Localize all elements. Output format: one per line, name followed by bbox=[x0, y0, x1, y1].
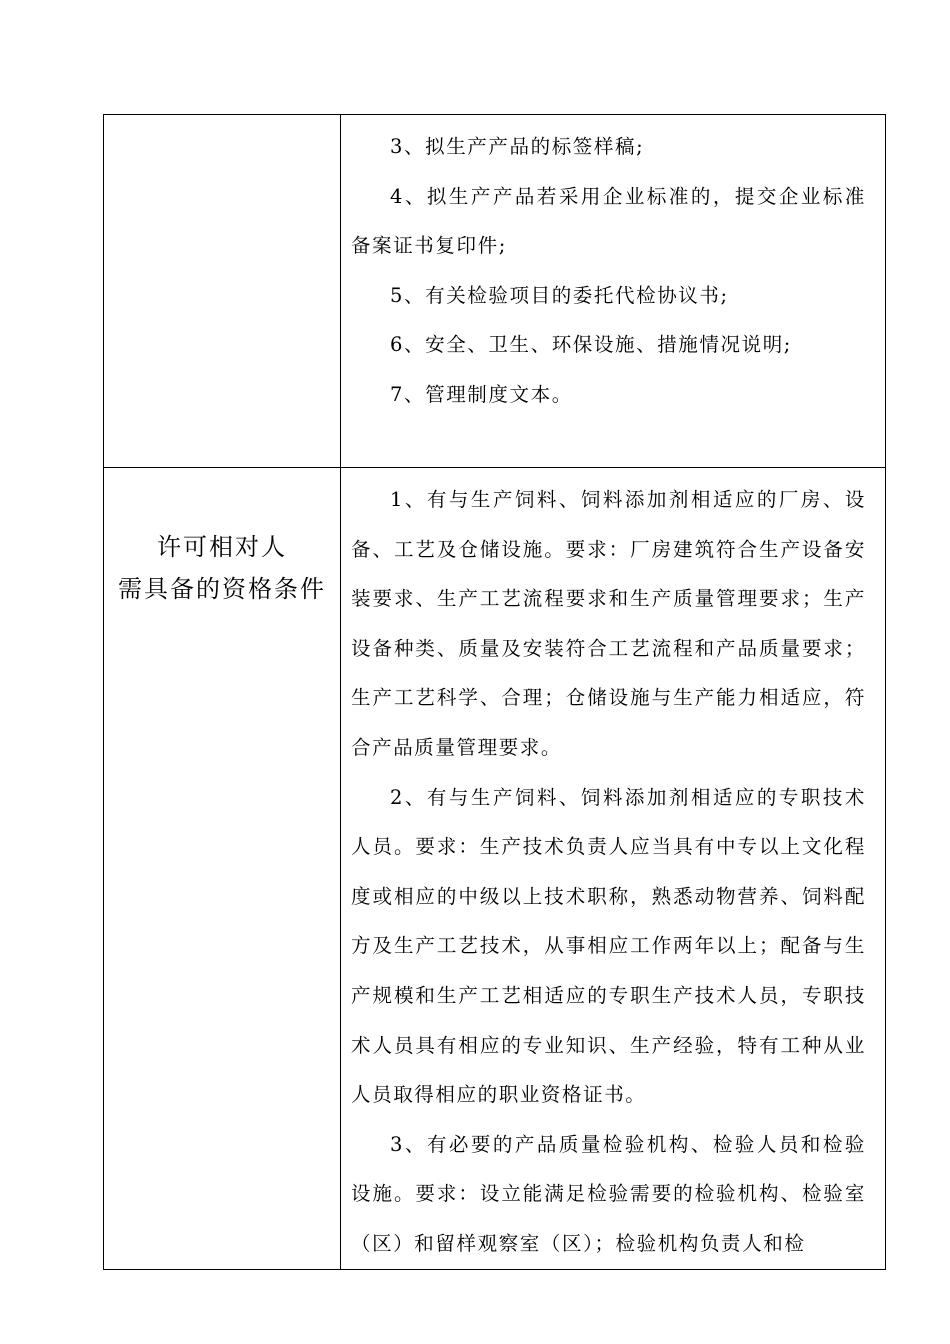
list-item: 7、管理制度文本。 bbox=[390, 382, 573, 406]
label-line: 许可相对人 bbox=[157, 533, 287, 561]
list-item: 6、安全、卫生、环保设施、措施情况说明; bbox=[390, 333, 792, 357]
table-row bbox=[104, 468, 886, 1270]
row-label-cell bbox=[104, 115, 341, 468]
list-item: 3、拟生产产品的标签样稿; bbox=[390, 135, 645, 158]
requirements-table bbox=[103, 114, 886, 1270]
list-item: 4、拟生产产品若采用企业标准的，提交企业标准备案证书复印件; bbox=[351, 184, 866, 258]
list-item: 2、有与生产饲料、饲料添加剂相适应的专职技术人员。要求：生产技术负责人应当具有中专以上文化程度或相应的中级以上技术职称，熟悉动物营养、饲料配方及生产工艺技术，从事相应工作两年以上；配备与生产规模和生产工艺相适应的专职生产技术人员，专职技术人员具有相应的专业知识、生产经验，特有工种从业人员取得相应的职业资格证书。 bbox=[351, 785, 866, 1107]
application-materials-cell bbox=[341, 115, 886, 468]
list-item: 5、有关检验项目的委托代检协议书; bbox=[390, 283, 729, 307]
list-item: 3、有必要的产品质量检验机构、检验人员和检验设施。要求：设立能满足检验需要的检验机构、检验室（区）和留样观察室（区）；检验机构负责人和检 bbox=[351, 1132, 866, 1255]
label-line: 需具备的资格条件 bbox=[118, 575, 326, 603]
qualification-conditions-cell bbox=[341, 468, 886, 1270]
list-item: 1、有与生产饲料、饲料添加剂相适应的厂房、设备、工艺及仓储设施。要求：厂房建筑符合生产设备安装要求、生产工艺流程要求和生产质量管理要求；生产设备种类、质量及安装符合工艺流程和产品质量要求；生产工艺科学、合理；仓储设施与生产能力相适应，符合产品质量管理要求。 bbox=[351, 488, 866, 759]
table-row bbox=[104, 115, 886, 468]
qualification-label-cell bbox=[104, 468, 341, 1270]
qualification-label bbox=[104, 468, 340, 610]
row-label bbox=[104, 115, 340, 467]
